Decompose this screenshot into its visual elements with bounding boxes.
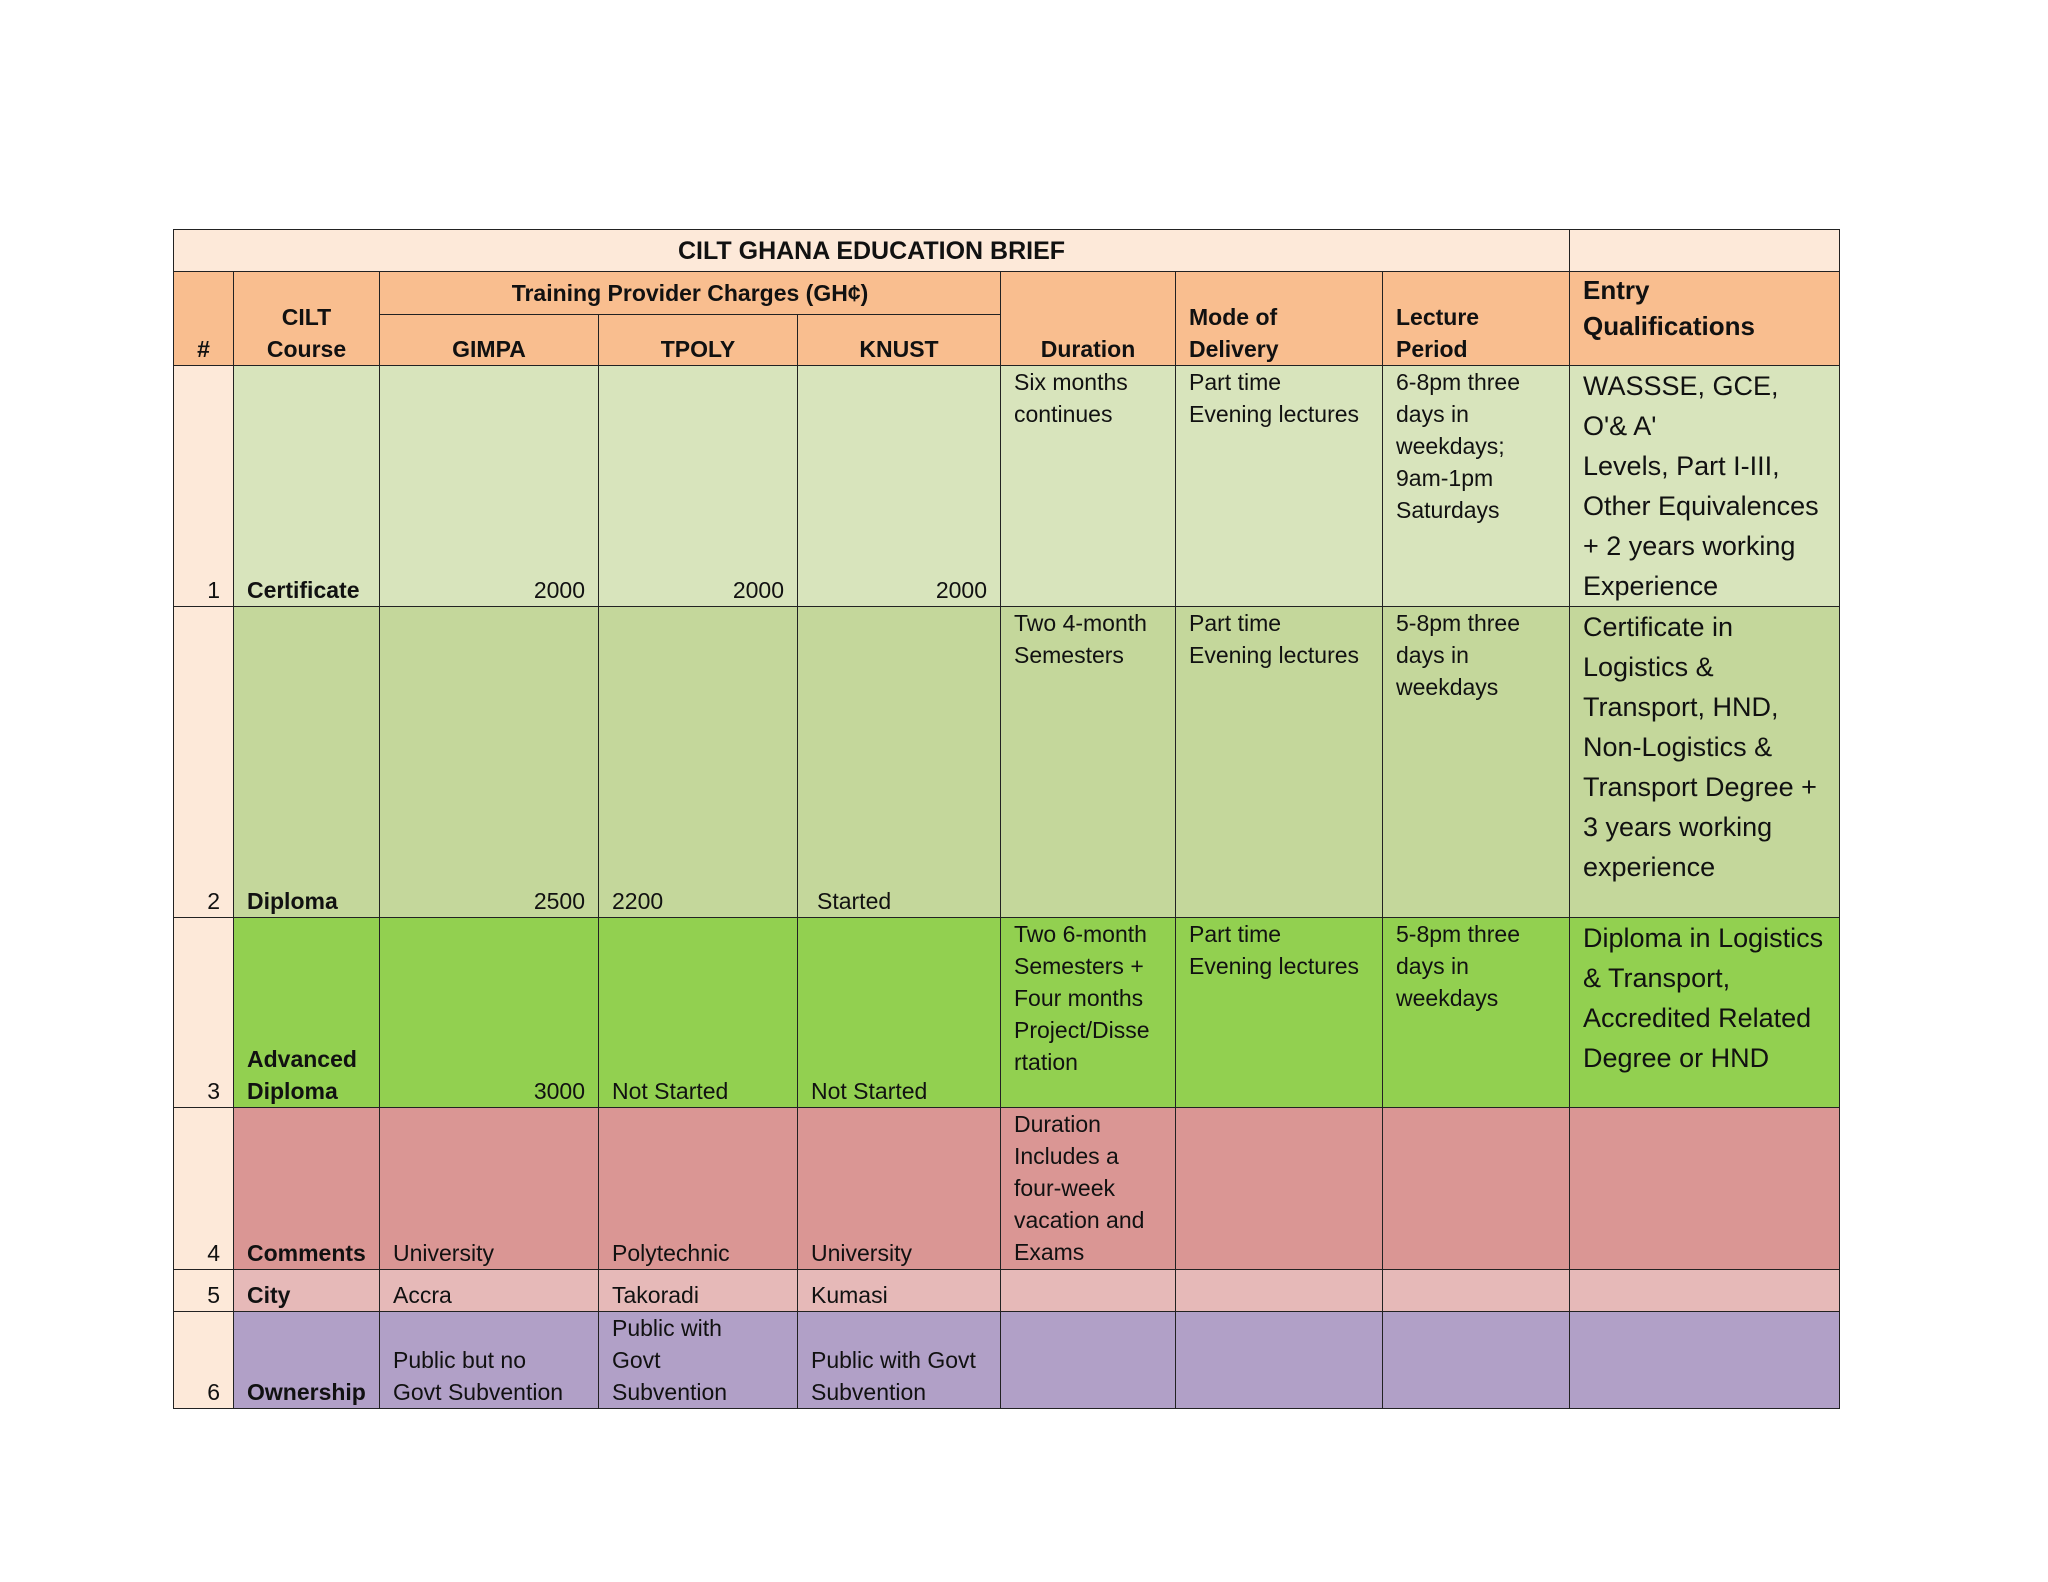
duration-cell (1001, 1312, 1176, 1409)
header-training-provider-charges: Training Provider Charges (GH¢) (380, 272, 1001, 315)
table-row-comments (174, 1108, 1840, 1270)
mode-cell (1176, 1312, 1383, 1409)
knust-ownership: Public with Govt Subvention (798, 1312, 1001, 1409)
duration-cell: Duration Includes a four-week vacation and Exams (1001, 1108, 1176, 1270)
header-mode-of-delivery: Mode of Delivery (1176, 272, 1383, 366)
table-row-certificate (174, 366, 1840, 607)
course-name: Advanced Diploma (234, 918, 380, 1108)
gimpa-charge: 2500 (380, 607, 599, 918)
knust-city: Kumasi (798, 1270, 1001, 1312)
entry-qualifications-cell: WASSSE, GCE, O'& A' Levels, Part I-III, Other Equivalences + 2 years working Experience (1570, 366, 1840, 607)
course-name: Diploma (234, 607, 380, 918)
gimpa-city: Accra (380, 1270, 599, 1312)
course-name: Certificate (234, 366, 380, 607)
duration-cell: Two 6-month Semesters + Four months Project/Disse rtation (1001, 918, 1176, 1108)
row-number: 6 (174, 1312, 234, 1409)
tpoly-charge: Not Started (599, 918, 798, 1108)
table-title: CILT GHANA EDUCATION BRIEF (174, 230, 1570, 272)
course-name: Comments (234, 1108, 380, 1270)
entry-qualifications-cell: Certificate in Logistics & Transport, HND, Non-Logistics & Transport Degree + 3 years working experience (1570, 607, 1840, 918)
row-number: 3 (174, 918, 234, 1108)
entry-qualifications-cell (1570, 1270, 1840, 1312)
mode-cell: Part time Evening lectures (1176, 607, 1383, 918)
entry-qualifications-cell (1570, 1108, 1840, 1270)
entry-qualifications-cell: Diploma in Logistics & Transport, Accredited Related Degree or HND (1570, 918, 1840, 1108)
duration-cell (1001, 1270, 1176, 1312)
knust-comment: University (798, 1108, 1001, 1270)
duration-cell: Six months continues (1001, 366, 1176, 607)
tpoly-ownership: Public with Govt Subvention (599, 1312, 798, 1409)
tpoly-city: Takoradi (599, 1270, 798, 1312)
mode-cell (1176, 1108, 1383, 1270)
knust-charge: Started (798, 607, 1001, 918)
knust-charge: Not Started (798, 918, 1001, 1108)
knust-charge: 2000 (798, 366, 1001, 607)
title-side-cell (1570, 230, 1840, 272)
table-row-diploma (174, 607, 1840, 918)
gimpa-comment: University (380, 1108, 599, 1270)
header-lecture-period: Lecture Period (1383, 272, 1570, 366)
lecture-period-cell: 6-8pm three days in weekdays; 9am-1pm Saturdays (1383, 366, 1570, 607)
title-row (174, 230, 1840, 272)
lecture-period-cell (1383, 1270, 1570, 1312)
header-number: # (174, 272, 234, 366)
tpoly-charge: 2000 (599, 366, 798, 607)
lecture-period-cell: 5-8pm three days in weekdays (1383, 607, 1570, 918)
table-row-advanced-diploma (174, 918, 1840, 1108)
row-number: 4 (174, 1108, 234, 1270)
table-row-ownership (174, 1312, 1840, 1409)
education-brief-table (173, 229, 1840, 1409)
header-row-1 (174, 272, 1840, 315)
mode-cell: Part time Evening lectures (1176, 918, 1383, 1108)
course-name: City (234, 1270, 380, 1312)
header-knust: KNUST (798, 315, 1001, 366)
mode-cell (1176, 1270, 1383, 1312)
header-duration: Duration (1001, 272, 1176, 366)
header-gimpa: GIMPA (380, 315, 599, 366)
header-entry-qualifications: Entry Qualifications (1570, 272, 1840, 366)
row-number: 1 (174, 366, 234, 607)
mode-cell: Part time Evening lectures (1176, 366, 1383, 607)
lecture-period-cell (1383, 1312, 1570, 1409)
header-tpoly: TPOLY (599, 315, 798, 366)
lecture-period-cell (1383, 1108, 1570, 1270)
gimpa-charge: 3000 (380, 918, 599, 1108)
row-number: 2 (174, 607, 234, 918)
table-row-city (174, 1270, 1840, 1312)
course-name: Ownership (234, 1312, 380, 1409)
lecture-period-cell: 5-8pm three days in weekdays (1383, 918, 1570, 1108)
row-number: 5 (174, 1270, 234, 1312)
tpoly-comment: Polytechnic (599, 1108, 798, 1270)
header-course: CILT Course (234, 272, 380, 366)
duration-cell: Two 4-month Semesters (1001, 607, 1176, 918)
tpoly-charge: 2200 (599, 607, 798, 918)
gimpa-ownership: Public but no Govt Subvention (380, 1312, 599, 1409)
entry-qualifications-cell (1570, 1312, 1840, 1409)
gimpa-charge: 2000 (380, 366, 599, 607)
